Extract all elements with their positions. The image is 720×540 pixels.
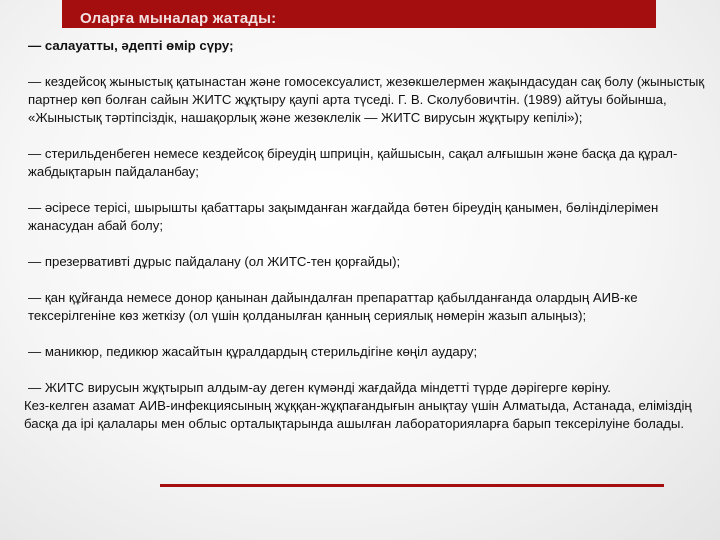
slide-title: Оларға мыналар жатады: <box>80 10 277 27</box>
bullet-paragraph-8: — ЖИТС вирусын жұқтырып алдым-ау деген күмәнді жағдайда міндетті түрде дәрігерге көріну. <box>28 380 611 395</box>
accent-rule <box>160 484 664 487</box>
bullet-paragraph-1: — салауатты, әдепті өмір сүру; <box>28 38 234 53</box>
bullet-paragraph-5: — презервативті дұрыс пайдалану (ол ЖИТС-тен қорғайды); <box>28 254 401 269</box>
title-bar <box>62 0 656 28</box>
bullet-paragraph-3: — стерильденбеген немесе кездейсоқ біреудің шприцін, қайшысын, сақал алғышын және басқа да құрал-жабдықтарын пайдаланбау; <box>28 146 678 179</box>
bullet-paragraph-4: — әсіресе терісі, шырышты қабаттары зақымданған жағдайда бөтен біреудің қанымен, бөлінділерімен жанасудан абай болу; <box>28 200 659 233</box>
bullet-paragraph-7: — маникюр, педикюр жасайтын құралдардың стерильдігіне көңіл аудару; <box>28 344 478 359</box>
bullet-paragraph-6: — қан құйғанда немесе донор қанынан дайындалған препараттар қабылданғанда олардың АИВ-ке тексерілгеніне көз жеткізу (ол үшін қолданылған қанның сериялық нөмерін жазып алыңыз); <box>28 290 638 323</box>
slide-body <box>24 37 708 433</box>
bullet-paragraph-2: — кездейсоқ жыныстық қатынастан және гомосексуалист, жезөкшелермен жақындасудан сақ болу (жыныстық партнер көп болған сайын ЖИТС жұқтыру қаупі арта түседі. Г. В. Сколубовичтін. (1989) айтуы бойынша, «Жыныстық тәртіпсіздік, нашақорлық және жезөклелік — ЖИТС вирусын жұқтыру кепілі»); <box>28 74 705 125</box>
closing-paragraph: Кез-келген азамат АИВ-инфекциясының жұққан-жұқпағандығын анықтау үшін Алматыда, Астанада, еліміздің басқа да ірі қалалары мен облыс орталықтарында ашылған лабораторияларға барып тексерілуіне болады. <box>24 398 692 431</box>
